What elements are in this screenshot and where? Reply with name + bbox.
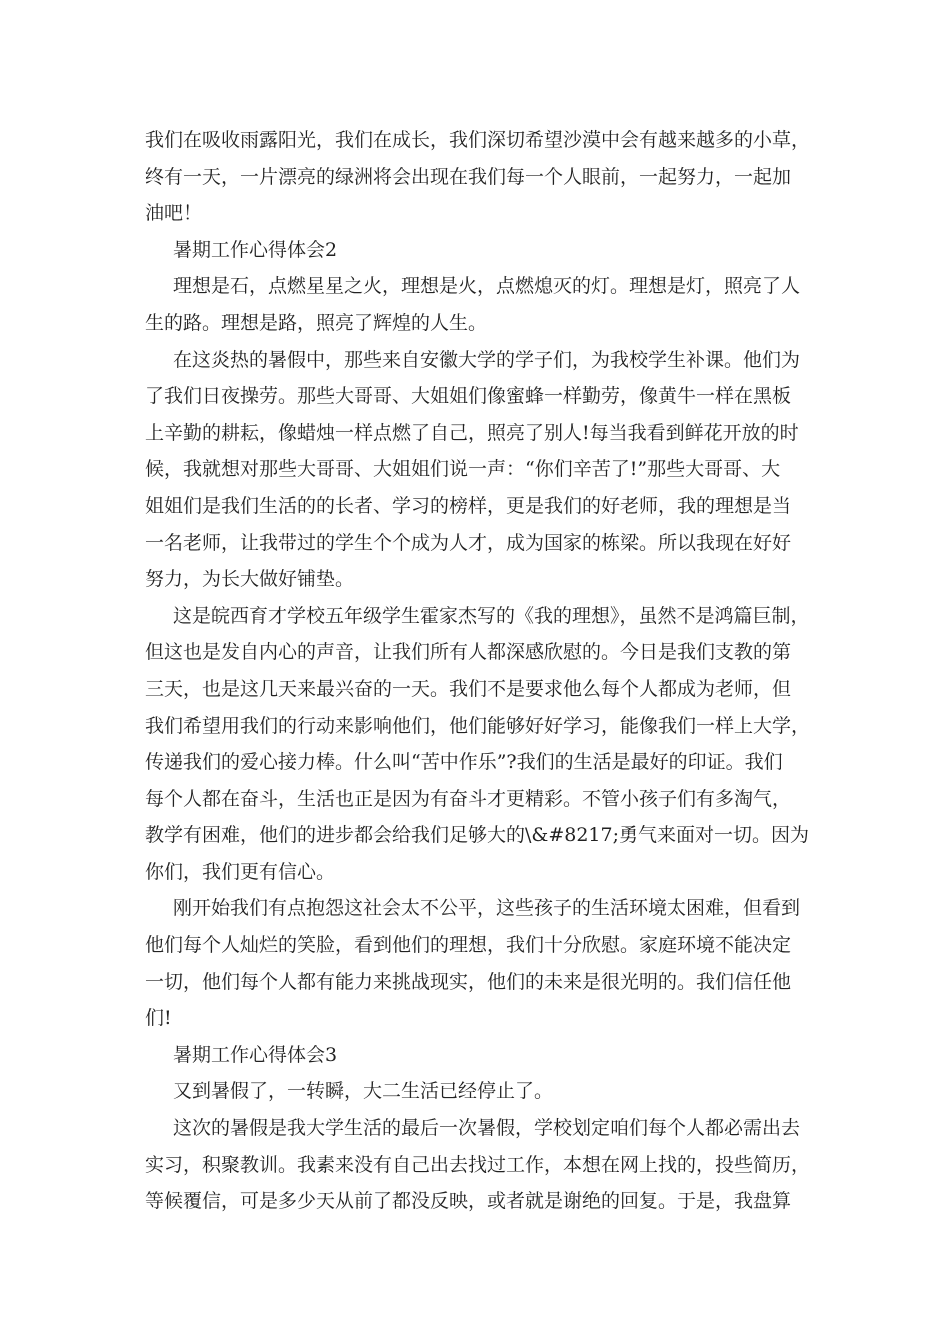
text-line: 终有一天，一片漂亮的绿洲将会出现在我们每一个人眼前，一起努力，一起加 (145, 165, 792, 188)
paragraph-start: 在这炎热的暑假中，那些来自安徽大学的学子们，为我校学生补课。他们为 (173, 348, 801, 371)
document-body (145, 122, 811, 1220)
paragraph-start: 又到暑假了，一转瞬，大二生活已经停止了。 (173, 1080, 554, 1103)
text-line: 等候覆信，可是多少天从前了都没反映，或者就是谢绝的回复。于是，我盘算 (145, 1190, 792, 1213)
paragraph-start: 这次的暑假是我大学生活的最后一次暑假，学校划定咱们每个人都必需出去 (173, 1117, 801, 1140)
text-line: 我们在吸收雨露阳光，我们在成长，我们深切希望沙漠中会有越来越多的小草， (145, 129, 811, 151)
text-line: 油吧！ (145, 202, 203, 225)
text-line: 努力，为长大做好铺垫。 (145, 568, 355, 591)
text-line: 上辛勤的耕耘，像蜡烛一样点燃了自己，照亮了别人!每当我看到鲜花开放的时 (145, 421, 799, 444)
text-line: 一切，他们每个人都有能力来挑战现实，他们的未来是很光明的。我们信任他 (145, 970, 792, 993)
text-line: 生的路。理想是路，照亮了辉煌的人生。 (145, 311, 488, 334)
section-heading: 暑期工作心得体会2 (173, 238, 338, 261)
text-line: 我们希望用我们的行动来影响他们，他们能够好好学习，能像我们一样上大学， (145, 714, 811, 737)
text-line: 教学有困难，他们的进步都会给我们足够大的\&#8217;勇气来面对一切。因为 (145, 824, 809, 847)
text-line: 一名老师，让我带过的学生个个成为人才，成为国家的栋梁。所以我现在好好 (145, 531, 792, 554)
text-line: 们! (145, 1007, 172, 1030)
text-line: 实习，积聚教训。我素来没有自己出去找过工作，本想在网上找的，投些简历， (145, 1153, 811, 1176)
paragraph-start: 这是皖西育才学校五年级学生霍家杰写的《我的理想》，虽然不是鸿篇巨制， (173, 604, 810, 627)
text-line: 传递我们的爱心接力棒。什么叫“苦中作乐”?我们的生活是最好的印证。我们 (145, 751, 783, 774)
section-heading: 暑期工作心得体会3 (173, 1043, 338, 1066)
text-line: 候，我就想对那些大哥哥、大姐姐们说一声：“你们辛苦了!”那些大哥哥、大 (145, 458, 781, 481)
text-line: 三天，也是这几天来最兴奋的一天。我们不是要求他么每个人都成为老师，但 (145, 677, 792, 700)
paragraph-start: 理想是石，点燃星星之火，理想是火，点燃熄灭的灯。理想是灯，照亮了人 (173, 275, 801, 298)
text-line: 每个人都在奋斗，生活也正是因为有奋斗才更精彩。不管小孩子们有多淘气， (145, 787, 792, 810)
text-line: 他们每个人灿烂的笑脸，看到他们的理想，我们十分欣慰。家庭环境不能决定 (145, 934, 792, 957)
text-line: 你们，我们更有信心。 (145, 860, 336, 883)
text-line: 但这也是发自内心的声音，让我们所有人都深感欣慰的。今日是我们支教的第 (145, 641, 792, 664)
text-line: 了我们日夜操劳。那些大哥哥、大姐姐们像蜜蜂一样勤劳，像黄牛一样在黑板 (145, 385, 792, 408)
paragraph-start: 刚开始我们有点抱怨这社会太不公平，这些孩子的生活环境太困难，但看到 (173, 897, 801, 920)
text-line: 姐姐们是我们生活的的长者、学习的榜样，更是我们的好老师，我的理想是当 (145, 494, 792, 517)
